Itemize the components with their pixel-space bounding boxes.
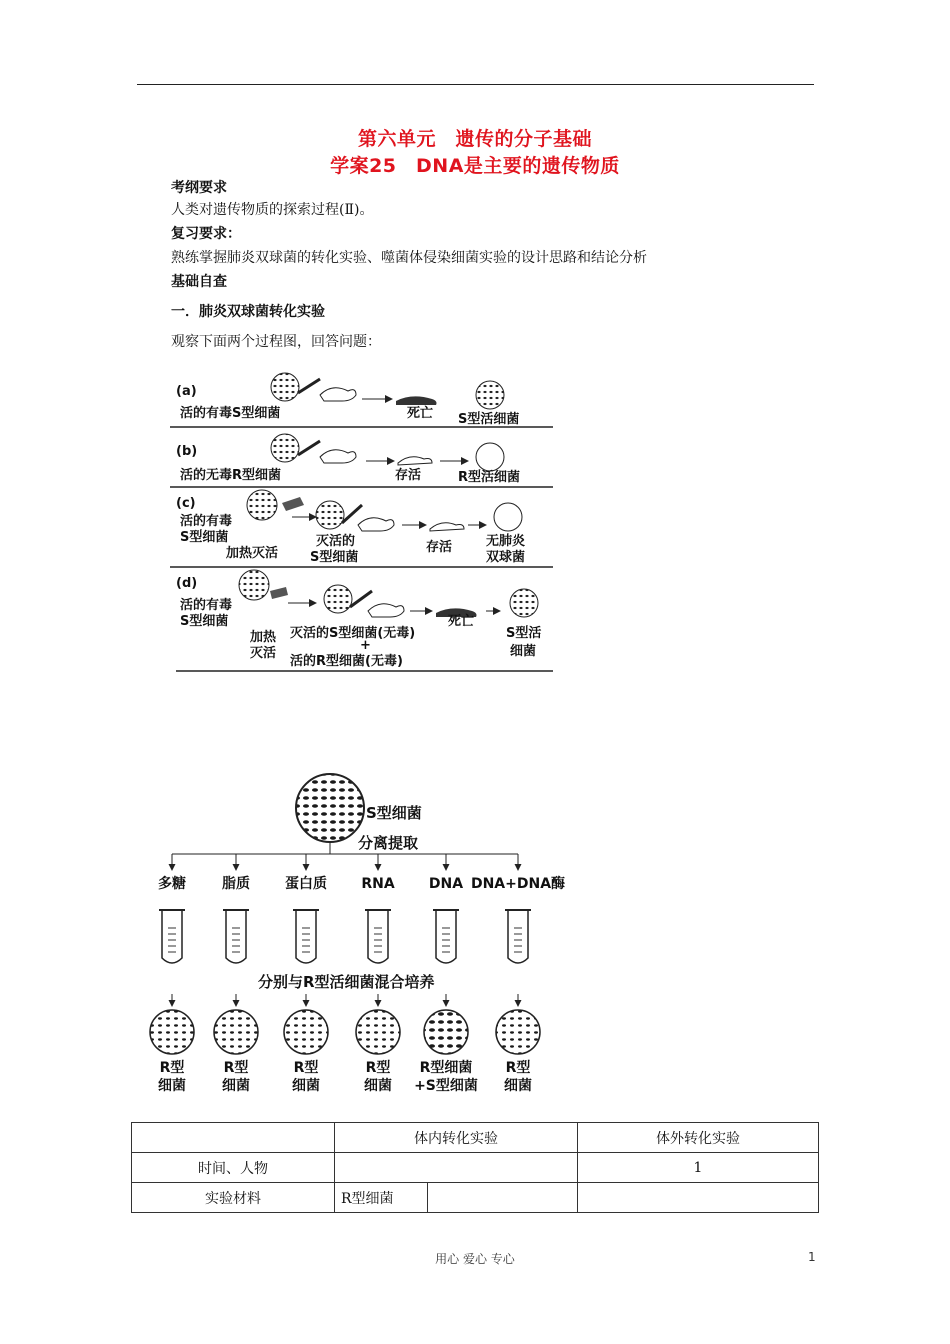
unit-title: 第六单元 遗传的分子基础 xyxy=(357,128,592,150)
tag-a: (a) xyxy=(176,384,197,399)
test-tube-icon xyxy=(162,910,182,963)
culture-dish-icon xyxy=(424,1010,468,1054)
s-bacteria-dish-icon xyxy=(296,774,364,842)
svg-text:死亡: 死亡 xyxy=(448,614,475,629)
component-label: 蛋白质 xyxy=(285,876,327,892)
svg-text:死亡: 死亡 xyxy=(407,406,434,421)
test-tube-icon xyxy=(226,910,246,963)
result-label: 细菌 xyxy=(292,1078,320,1094)
svg-text:活的R型细菌(无毒): 活的R型细菌(无毒) xyxy=(290,654,403,669)
svg-text:分离提取: 分离提取 xyxy=(358,834,419,852)
outline-heading: 考纲要求 xyxy=(171,180,227,196)
svg-text:活的有毒S型细菌: 活的有毒S型细菌 xyxy=(180,406,281,421)
result-label: 细菌 xyxy=(158,1078,186,1094)
svg-text:细菌: 细菌 xyxy=(510,644,537,659)
svg-text:加热: 加热 xyxy=(250,630,277,645)
svg-text:S型活: S型活 xyxy=(506,626,542,641)
svg-text:S型细菌: S型细菌 xyxy=(180,530,229,545)
svg-text:存活: 存活 xyxy=(395,468,422,483)
lesson-title: 学案25 DNA是主要的遗传物质 xyxy=(330,155,620,177)
review-heading: 复习要求： xyxy=(171,226,241,242)
basic-heading: 基础自查 xyxy=(171,274,227,290)
dead-mouse-icon xyxy=(396,396,437,405)
svg-text:灭活的S型细菌(无毒): 灭活的S型细菌(无毒) xyxy=(290,626,416,641)
griffith-experiment-figure xyxy=(170,365,560,675)
component-label: DNA xyxy=(428,876,464,892)
culture-dish-icon xyxy=(284,1010,328,1054)
result-label: R型 xyxy=(505,1060,531,1076)
header-rule xyxy=(137,84,814,85)
component-label: RNA xyxy=(361,876,395,892)
outline-text: 人类对遗传物质的探索过程(Ⅱ)。 xyxy=(171,202,374,218)
result-label: R型 xyxy=(223,1060,249,1076)
result-label: 细菌 xyxy=(222,1078,250,1094)
svg-text:分别与R型活细菌混合培养: 分别与R型活细菌混合培养 xyxy=(258,973,435,991)
svg-text:活的有毒: 活的有毒 xyxy=(180,514,233,529)
culture-dish-icon xyxy=(356,1010,400,1054)
svg-text:灭活: 灭活 xyxy=(250,646,277,661)
review-text: 熟练掌握肺炎双球菌的转化实验、噬菌体侵染细菌实验的设计思路和结论分析 xyxy=(171,250,647,266)
result-label: 细菌 xyxy=(364,1078,392,1094)
svg-text:活的无毒R型细菌: 活的无毒R型细菌 xyxy=(180,468,282,483)
comparison-table: 体内转化实验 体外转化实验 时间、人物 1 实验材料 R型细菌 xyxy=(131,1122,819,1213)
svg-text:存活: 存活 xyxy=(426,540,453,555)
syringe-icon xyxy=(298,379,320,393)
svg-text:S型细菌: S型细菌 xyxy=(180,614,229,629)
component-label: 多糖 xyxy=(158,876,186,892)
dish-s-live-icon xyxy=(271,373,299,401)
svg-text:S型细菌: S型细菌 xyxy=(366,804,422,822)
result-label: R型 xyxy=(293,1060,319,1076)
result-label: R型细菌 xyxy=(419,1060,473,1076)
page-number: 1 xyxy=(808,1250,816,1264)
test-tube-icon xyxy=(508,910,528,963)
culture-dish-icon xyxy=(214,1010,258,1054)
avery-experiment-figure xyxy=(140,770,600,1100)
tag-d: (d) xyxy=(176,576,198,591)
footer-text: 用心 爱心 专心 xyxy=(435,1252,515,1266)
test-tube-icon xyxy=(436,910,456,963)
tag-b: (b) xyxy=(176,444,198,459)
svg-text:活的有毒: 活的有毒 xyxy=(180,598,233,613)
instruction-text: 观察下面两个过程图，回答问题： xyxy=(171,334,381,350)
svg-text:S型活细菌: S型活细菌 xyxy=(458,412,520,427)
svg-text:R型活细菌: R型活细菌 xyxy=(458,470,521,485)
test-tube-icon xyxy=(368,910,388,963)
result-label: R型 xyxy=(159,1060,185,1076)
svg-text:双球菌: 双球菌 xyxy=(486,550,526,565)
culture-dish-icon xyxy=(150,1010,194,1054)
test-tube-icon xyxy=(296,910,316,963)
component-label: 脂质 xyxy=(222,876,250,892)
result-label: 细菌 xyxy=(504,1078,532,1094)
svg-text:S型细菌: S型细菌 xyxy=(310,550,359,565)
component-label: DNA+DNA酶 xyxy=(470,876,566,892)
svg-text:灭活的: 灭活的 xyxy=(316,534,356,549)
svg-text:加热灭活: 加热灭活 xyxy=(226,546,279,561)
tag-c: (c) xyxy=(176,496,196,511)
mouse-icon xyxy=(320,388,356,401)
result-label: R型 xyxy=(365,1060,391,1076)
part1-heading: 一．肺炎双球菌转化实验 xyxy=(171,304,325,320)
culture-dish-icon xyxy=(496,1010,540,1054)
dish-s-result-icon xyxy=(476,381,504,409)
result-label: +S型细菌 xyxy=(414,1078,478,1094)
svg-text:+: + xyxy=(360,638,371,653)
svg-text:无肺炎: 无肺炎 xyxy=(486,534,526,549)
